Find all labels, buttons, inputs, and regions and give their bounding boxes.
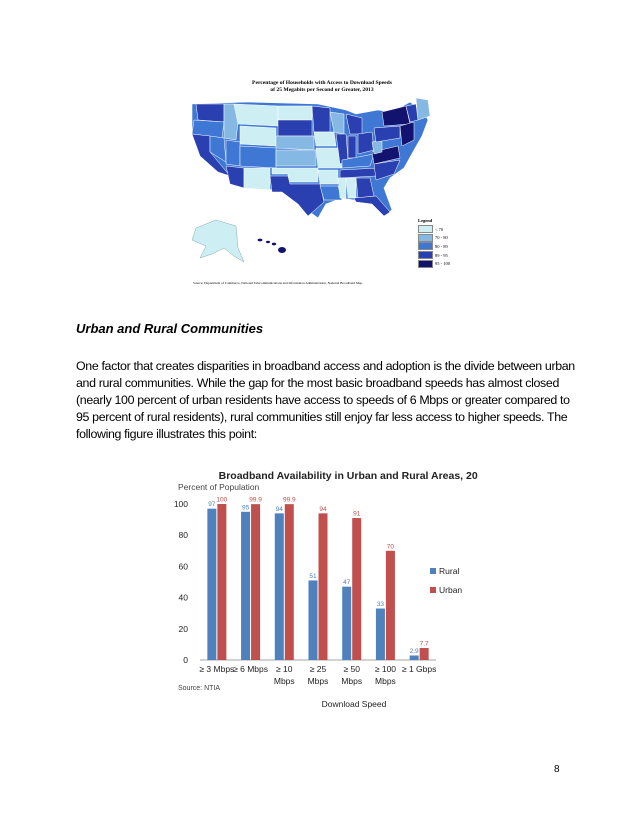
chart-data-label-rural: 95 bbox=[241, 504, 250, 512]
map-state-louisiana bbox=[320, 186, 342, 200]
chart-data-label-rural: 2.9 bbox=[409, 647, 419, 655]
page-number: 8 bbox=[554, 764, 560, 775]
chart-legend-swatch-urban bbox=[430, 587, 436, 593]
chart-data-label-rural: 51 bbox=[309, 572, 317, 580]
map-title-line-2: of 25 Megabits per Second or Greater, 2013 bbox=[270, 87, 374, 93]
map-legend-label: 89 - 95 bbox=[435, 252, 448, 258]
map-title-line-1: Percentage of Households with Access to Download Speeds bbox=[252, 80, 392, 86]
map-legend-swatch bbox=[418, 234, 433, 242]
map-state-minnesota bbox=[312, 106, 330, 132]
chart-bar-urban bbox=[352, 518, 361, 660]
map-state-south-dakota bbox=[278, 120, 312, 136]
chart-y-tick-label: 60 bbox=[178, 561, 188, 572]
map-legend-swatch bbox=[418, 260, 433, 268]
map-state-arizona bbox=[226, 166, 244, 188]
map-state-utah bbox=[226, 140, 240, 166]
map-state-west-virginia bbox=[372, 140, 382, 154]
map-legend-label: 95 - 100 bbox=[435, 261, 450, 267]
map-legend-label: < 70 bbox=[435, 226, 444, 232]
map-state-washington bbox=[196, 104, 224, 122]
chart-svg bbox=[168, 462, 478, 712]
chart-x-tick-label: ≥ 3 Mbps bbox=[199, 664, 235, 674]
chart-data-label-urban: 7.7 bbox=[419, 640, 429, 648]
map-legend bbox=[418, 218, 450, 268]
broadband-map-figure bbox=[178, 80, 466, 288]
chart-title: Broadband Availability in Urban and Rural Areas, 2013 bbox=[218, 470, 478, 482]
chart-bar-urban bbox=[251, 504, 260, 660]
map-state-new-york bbox=[382, 106, 410, 126]
chart-x-tick-label: ≥ 25 bbox=[309, 664, 327, 674]
chart-x-tick-label: Mbps bbox=[307, 676, 329, 686]
chart-data-label-urban: 100 bbox=[216, 496, 228, 504]
chart-data-label-rural: 97 bbox=[208, 501, 216, 509]
chart-data-label-urban: 70 bbox=[386, 543, 395, 551]
chart-y-axis-label: Percent of Population bbox=[178, 482, 260, 492]
map-state-hawaii bbox=[258, 239, 286, 253]
map-state-arkansas bbox=[318, 170, 338, 184]
chart-x-tick-label: ≥ 50 bbox=[343, 664, 360, 674]
chart-source: Source: NTIA bbox=[178, 685, 221, 692]
chart-bar-urban bbox=[319, 513, 328, 660]
map-legend-swatch bbox=[418, 225, 433, 233]
map-state-kansas bbox=[276, 150, 316, 166]
map-legend-label: 70 - 80 bbox=[435, 235, 448, 241]
chart-x-tick-label: Mbps bbox=[341, 676, 363, 686]
section-heading: Urban and Rural Communities bbox=[76, 321, 264, 336]
map-legend-swatch bbox=[418, 251, 433, 259]
chart-data-label-urban: 94 bbox=[319, 505, 327, 513]
chart-y-tick-label: 80 bbox=[178, 530, 188, 541]
chart-legend-label-rural: Rural bbox=[439, 566, 460, 576]
chart-data-label-rural: 94 bbox=[275, 505, 283, 513]
body-paragraph: One factor that creates disparities in broadband access and adoption is the divide between urban and rural communities. While the gap for the most basic broadband speeds has almost closed (nearly 100 percent of urban residents have access to speeds of 6 Mbps or greater compared to 95 percent of rural residents), rural communities still enjoy far less access to higher speeds. The following figure illustrates this point: bbox=[76, 359, 575, 441]
map-legend-item bbox=[418, 242, 450, 251]
chart-x-tick-label: ≥ 1 Gbps bbox=[401, 664, 437, 674]
map-state-indiana bbox=[348, 136, 356, 158]
map-legend-item bbox=[418, 251, 450, 260]
chart-data-label-rural: 33 bbox=[376, 601, 385, 609]
chart-bar-rural bbox=[342, 587, 351, 660]
chart-y-tick-label: 100 bbox=[173, 499, 188, 509]
map-source: Source: Department of Commerce, National Telecommunications and Information Administration, National Broadband Map. bbox=[193, 281, 363, 285]
chart-bar-rural bbox=[207, 509, 216, 660]
map-legend-swatch bbox=[418, 242, 433, 250]
chart-x-axis-label: Download Speed bbox=[321, 699, 387, 709]
map-state-ohio bbox=[358, 132, 374, 154]
chart-bar-urban bbox=[217, 504, 226, 660]
map-state-new-mexico bbox=[244, 168, 270, 190]
chart-y-tick-label: 40 bbox=[178, 592, 188, 603]
map-state-montana bbox=[234, 104, 278, 126]
map-legend-item bbox=[418, 225, 450, 234]
chart-y-tick-label: 20 bbox=[178, 623, 188, 634]
chart-bar-rural bbox=[410, 655, 419, 660]
chart-bar-rural bbox=[241, 512, 250, 660]
chart-data-label-urban: 99.9 bbox=[249, 496, 262, 504]
chart-bar-urban bbox=[420, 648, 429, 660]
map-legend-label: 80 - 89 bbox=[435, 243, 448, 249]
map-legend-title: Legend bbox=[418, 218, 433, 223]
map-legend-item bbox=[418, 259, 450, 268]
broadband-availability-chart bbox=[168, 462, 478, 712]
chart-bar-urban bbox=[386, 551, 395, 660]
chart-bar-rural bbox=[309, 580, 318, 660]
map-state-maine bbox=[416, 98, 430, 120]
map-state-nebraska bbox=[276, 136, 314, 150]
chart-bar-urban bbox=[285, 504, 294, 660]
chart-x-tick-label: Mbps bbox=[375, 676, 396, 686]
map-state-north-dakota bbox=[278, 106, 312, 120]
chart-x-tick-label: ≥ 6 Mbps bbox=[233, 664, 269, 674]
map-state-alabama bbox=[346, 178, 356, 198]
map-state-iowa bbox=[314, 132, 336, 146]
chart-data-label-rural: 47 bbox=[343, 579, 351, 587]
chart-x-tick-label: Mbps bbox=[273, 676, 295, 686]
chart-data-label-urban: 99.9 bbox=[282, 496, 296, 504]
map-state-wyoming bbox=[240, 126, 276, 146]
map-legend-item bbox=[418, 234, 450, 243]
chart-x-tick-label: ≥ 10 bbox=[276, 664, 293, 674]
map-state-colorado bbox=[240, 146, 276, 168]
chart-bar-rural bbox=[275, 513, 284, 660]
chart-bar-rural bbox=[376, 609, 385, 660]
map-state-alaska bbox=[192, 220, 244, 262]
chart-legend-swatch-rural bbox=[430, 568, 436, 574]
chart-x-tick-label: ≥ 100 bbox=[374, 664, 397, 674]
chart-data-label-urban: 91 bbox=[353, 510, 361, 518]
chart-legend-label-urban: Urban bbox=[439, 585, 463, 595]
chart-y-tick-label: 0 bbox=[183, 655, 188, 665]
